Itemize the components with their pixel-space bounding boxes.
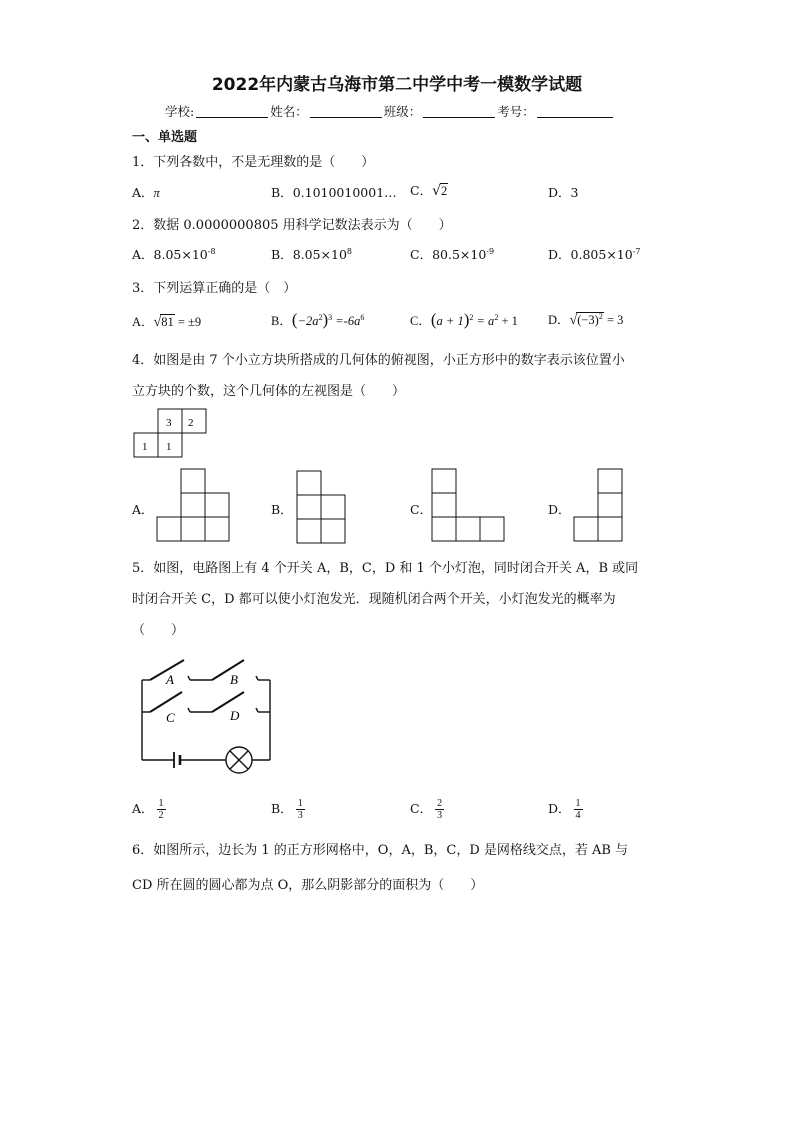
top-view-grid (130, 406, 210, 458)
switch-d-label: D (230, 708, 240, 723)
section-heading: 一、单选题 (132, 130, 198, 145)
q3-option-c[interactable]: C．$(a + 1)^2 = a^2 + 1$ (410, 310, 518, 329)
sqrt-symbol: √ (432, 183, 441, 199)
q4-option-d-figure[interactable] (572, 466, 626, 544)
q5-option-a[interactable]: A． $\frac{1}{2}$ (132, 798, 164, 821)
school-label: 学校: (165, 104, 195, 119)
q2-option-d[interactable]: D．$0.805\times 10^{-7}$ (548, 246, 641, 262)
cube-face (297, 519, 321, 543)
cube-face (181, 493, 205, 517)
name-field[interactable] (310, 105, 382, 118)
cube-face (480, 517, 504, 541)
cube-face (598, 469, 622, 493)
question-4-stem-line1: 4．如图是由 7 个小立方块所搭成的几何体的俯视图，小正方形中的数字表示该位置小 (132, 353, 625, 368)
question-3-stem: 3．下列运算正确的是（ ） (132, 281, 297, 296)
q4-option-c-label[interactable]: C． (410, 502, 433, 517)
switch-b-label: B (230, 672, 238, 687)
cube-face (574, 517, 598, 541)
class-label: 班级： (383, 104, 422, 119)
fraction: $\frac{1}{2}$ (158, 798, 164, 821)
question-4-stem-line2: 立方块的个数，这个几何体的左视图是（ ） (132, 384, 406, 399)
question-5-stem-line1: 5．如图，电路图上有 4 个开关 A，B，C，D 和 1 个小灯泡，同时闭合开关 A，B 或同 (132, 561, 639, 576)
grid-number: 1 (142, 441, 148, 453)
cube-face (456, 517, 480, 541)
school-field[interactable] (196, 105, 268, 118)
fraction: $\frac{1}{3}$ (297, 798, 303, 821)
q5-option-c[interactable]: C． $\frac{2}{3}$ (410, 798, 443, 821)
question-5-stem-line2: 时闭合开关 C，D 都可以使小灯泡发光．现随机闭合两个开关，小灯泡发光的概率为 (132, 592, 616, 607)
question-2-stem: 2．数据 0.0000000805 用科学记数法表示为（ ） (132, 218, 452, 233)
question-1-stem: 1．下列各数中，不是无理数的是（ ） (132, 155, 375, 170)
wire (188, 676, 190, 680)
wire (256, 708, 258, 712)
cube-face (321, 495, 345, 519)
switch-c-label: C (166, 710, 175, 725)
grid-number: 3 (166, 417, 172, 429)
grid-number: 1 (166, 441, 172, 453)
exam-no-field[interactable] (537, 105, 613, 118)
q1-option-b[interactable]: B．0.1010010001… (271, 185, 397, 200)
q2-option-c[interactable]: C．$80.5\times 10^{-9}$ (410, 246, 495, 262)
name-label: 姓名： (270, 104, 308, 119)
q4-option-b-figure[interactable] (295, 468, 349, 546)
cube-face (181, 517, 205, 541)
q4-option-b-label[interactable]: B． (271, 502, 293, 517)
grid-number: 2 (188, 417, 194, 429)
circuit-diagram (136, 652, 278, 774)
cube-face (598, 493, 622, 517)
q2-option-a[interactable]: A．$8.05\times 10^{-8}$ (132, 246, 216, 262)
q5-option-d[interactable]: D． $\frac{1}{4}$ (548, 798, 581, 821)
cube-face (181, 469, 205, 493)
cube-face (432, 517, 456, 541)
switch-c-blade (150, 692, 182, 712)
switch-a-label: A (166, 672, 174, 687)
q4-option-a-label[interactable]: A． (132, 502, 154, 517)
exam-no-label: 考号： (497, 104, 535, 119)
q3-option-a[interactable]: A．√81 = ±9 (132, 315, 202, 330)
cube-face (598, 517, 622, 541)
q1-option-a[interactable]: A．π (132, 185, 160, 200)
q3-option-d[interactable]: D．$√(-3)^2 = 3$ (548, 311, 624, 328)
class-field[interactable] (423, 105, 495, 118)
fraction: $\frac{1}{4}$ (575, 798, 581, 821)
question-6-stem-line2: CD 所在圆的圆心都为点 O，那么阴影部分的面积为（ ） (132, 878, 484, 893)
q4-option-a-figure[interactable] (155, 466, 235, 544)
grid-cell (182, 409, 206, 433)
cube-face (297, 495, 321, 519)
student-info-line (165, 102, 615, 120)
q5-option-b[interactable]: B． $\frac{1}{3}$ (271, 798, 303, 821)
cube-face (297, 471, 321, 495)
wire (188, 708, 190, 712)
sqrt-symbol: √ (153, 315, 162, 330)
cube-face (432, 493, 456, 517)
q3-option-b[interactable]: B．$(-2a^2)^3 =-6a^6$ (271, 310, 365, 329)
question-6-stem-line1: 6．如图所示，边长为 1 的正方形网格中，O，A，B，C，D 是网格线交点，若 AB 与 (132, 843, 629, 858)
page-title: 2022年内蒙古乌海市第二中学中考一模数学试题 (211, 75, 583, 95)
cube-face (321, 519, 345, 543)
cube-face (157, 517, 181, 541)
cube-face (205, 517, 229, 541)
switch-b-blade (212, 660, 244, 680)
question-5-stem-line3: （ ） (132, 623, 185, 638)
q1-option-c[interactable]: C．√2 (410, 183, 448, 199)
q2-option-b[interactable]: B．$8.05\times 10^8$ (271, 246, 352, 262)
fraction: $\frac{2}{3}$ (437, 798, 443, 821)
q4-option-c-figure[interactable] (430, 466, 510, 544)
sqrt-symbol: √ (569, 313, 578, 328)
cube-face (432, 469, 456, 493)
cube-face (205, 493, 229, 517)
q1-option-d[interactable]: D．3 (548, 185, 579, 200)
q4-option-d-label[interactable]: D． (548, 502, 571, 517)
wire (256, 676, 258, 680)
